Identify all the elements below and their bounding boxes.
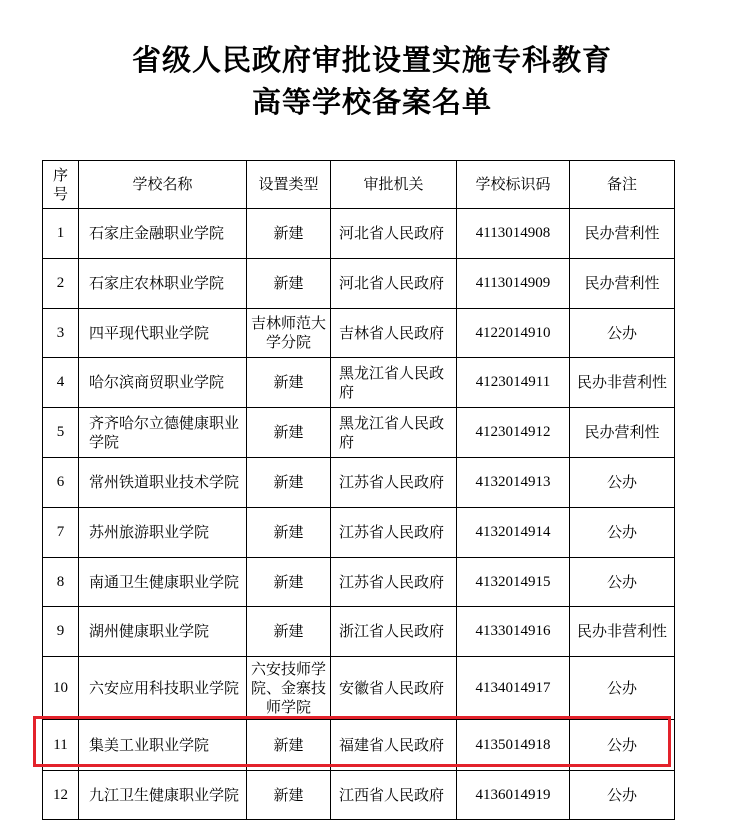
cell-school-name: 六安应用科技职业学院 [79,657,247,720]
cell-authority: 安徽省人民政府 [331,657,457,720]
table-row [43,720,675,771]
table-row [43,259,675,309]
document-title-line-2: 高等学校备案名单 [251,85,492,119]
cell-note: 民办营利性 [570,408,675,458]
cell-seq: 11 [43,720,79,771]
table-row [43,358,675,408]
cell-authority: 江西省人民政府 [331,771,457,820]
cell-setup-type: 新建 [247,508,331,558]
cell-setup-type: 新建 [247,771,331,820]
cell-school-code: 4132014915 [457,558,570,607]
cell-school-name: 哈尔滨商贸职业学院 [79,358,247,408]
cell-seq: 4 [43,358,79,408]
table-header-row [43,161,675,209]
table-row [43,508,675,558]
cell-setup-type: 新建 [247,720,331,771]
cell-seq: 8 [43,558,79,607]
cell-school-name: 四平现代职业学院 [79,309,247,358]
cell-seq: 9 [43,607,79,657]
cell-school-code: 4113014908 [457,209,570,259]
cell-note: 民办营利性 [570,259,675,309]
table-row [43,209,675,259]
cell-school-name: 石家庄农林职业学院 [79,259,247,309]
table-row [43,771,675,820]
cell-school-code: 4123014912 [457,408,570,458]
cell-setup-type: 新建 [247,358,331,408]
cell-seq: 5 [43,408,79,458]
cell-setup-type: 新建 [247,558,331,607]
cell-school-code: 4136014919 [457,771,570,820]
header-note: 备注 [570,161,675,209]
header-school-name: 学校名称 [79,161,247,209]
cell-school-name: 九江卫生健康职业学院 [79,771,247,820]
cell-note: 民办非营利性 [570,358,675,408]
cell-note: 民办非营利性 [570,607,675,657]
cell-school-name: 常州铁道职业技术学院 [79,458,247,508]
cell-school-code: 4122014910 [457,309,570,358]
cell-seq: 2 [43,259,79,309]
header-school-code: 学校标识码 [457,161,570,209]
cell-authority: 江苏省人民政府 [331,458,457,508]
cell-setup-type: 六安技师学院、金寨技师学院 [247,657,331,720]
header-seq: 序号 [43,161,79,209]
cell-seq: 10 [43,657,79,720]
cell-note: 公办 [570,558,675,607]
cell-school-code: 4123014911 [457,358,570,408]
cell-setup-type: 新建 [247,209,331,259]
cell-school-name: 集美工业职业学院 [79,720,247,771]
cell-seq: 6 [43,458,79,508]
cell-authority: 福建省人民政府 [331,720,457,771]
cell-authority: 黑龙江省人民政府 [331,408,457,458]
cell-setup-type: 新建 [247,458,331,508]
cell-note: 公办 [570,508,675,558]
cell-setup-type: 新建 [247,259,331,309]
cell-school-code: 4132014914 [457,508,570,558]
cell-note: 公办 [570,771,675,820]
cell-note: 民办营利性 [570,209,675,259]
cell-seq: 7 [43,508,79,558]
cell-authority: 黑龙江省人民政府 [331,358,457,408]
cell-authority: 浙江省人民政府 [331,607,457,657]
cell-school-name: 石家庄金融职业学院 [79,209,247,259]
table-row [43,558,675,607]
cell-school-name: 湖州健康职业学院 [79,607,247,657]
table-row [43,607,675,657]
cell-school-name: 南通卫生健康职业学院 [79,558,247,607]
cell-authority: 吉林省人民政府 [331,309,457,358]
cell-school-name: 苏州旅游职业学院 [79,508,247,558]
cell-school-code: 4132014913 [457,458,570,508]
cell-note: 公办 [570,458,675,508]
cell-school-code: 4113014909 [457,259,570,309]
table-row [43,657,675,720]
cell-school-code: 4134014917 [457,657,570,720]
cell-seq: 12 [43,771,79,820]
cell-setup-type: 吉林师范大学分院 [247,309,331,358]
cell-authority: 江苏省人民政府 [331,508,457,558]
table-row [43,309,675,358]
cell-authority: 河北省人民政府 [331,259,457,309]
table-row [43,458,675,508]
school-list-table [42,160,675,820]
cell-setup-type: 新建 [247,607,331,657]
header-authority: 审批机关 [331,161,457,209]
header-setup-type: 设置类型 [247,161,331,209]
cell-seq: 3 [43,309,79,358]
cell-setup-type: 新建 [247,408,331,458]
table-row [43,408,675,458]
cell-note: 公办 [570,657,675,720]
cell-note: 公办 [570,720,675,771]
cell-school-code: 4135014918 [457,720,570,771]
cell-authority: 江苏省人民政府 [331,558,457,607]
cell-school-name: 齐齐哈尔立德健康职业学院 [79,408,247,458]
document-title-line-1: 省级人民政府审批设置实施专科教育 [131,43,612,77]
cell-authority: 河北省人民政府 [331,209,457,259]
cell-seq: 1 [43,209,79,259]
cell-school-code: 4133014916 [457,607,570,657]
cell-note: 公办 [570,309,675,358]
